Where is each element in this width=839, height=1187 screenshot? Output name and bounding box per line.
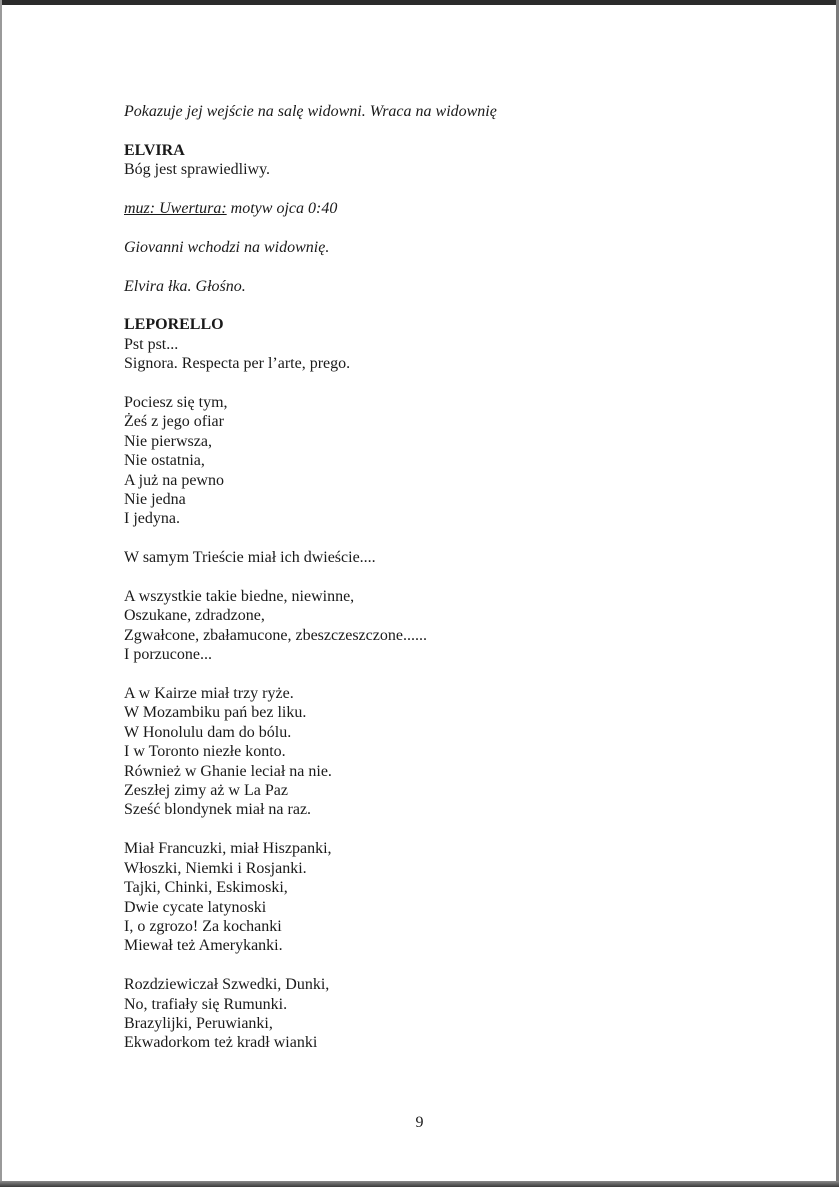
- verse-line: Zgwałcone, zbałamucone, zbeszczeszczone......: [124, 626, 427, 644]
- scan-frame-left: [0, 0, 2, 1187]
- scan-frame-top: [0, 0, 839, 5]
- script-page: [124, 102, 724, 1053]
- stage-direction: Pokazuje jej wejście na salę widowni. Wraca na widownię: [124, 103, 497, 120]
- verse-line: Miał Francuzki, miał Hiszpanki,: [124, 840, 332, 858]
- music-cue-label: muz: Uwertura:: [124, 200, 227, 217]
- verse-line: Nie jedna: [124, 491, 186, 509]
- speaker-name-elvira: ELVIRA: [124, 141, 185, 159]
- verse-line: I porzucone...: [124, 646, 212, 664]
- verse-line: Ekwadorkom też kradł wianki: [124, 1034, 318, 1052]
- verse-line: Żeś z jego ofiar: [124, 413, 224, 431]
- verse-line: No, trafiały się Rumunki.: [124, 995, 288, 1013]
- verse-line: Sześć blondynek miał na raz.: [124, 801, 312, 819]
- music-cue: [124, 199, 724, 218]
- verse-line: W Mozambiku pań bez liku.: [124, 704, 307, 722]
- scan-frame-bottom: [0, 1181, 839, 1187]
- verse-line: Pociesz się tym,: [124, 394, 228, 411]
- stage-direction: Elvira łka. Głośno.: [124, 277, 246, 295]
- verse-line: W Honolulu dam do bólu.: [124, 723, 292, 741]
- verse-line: A w Kairze miał trzy ryże.: [124, 685, 294, 703]
- verse-line: Brazylijki, Peruwianki,: [124, 1014, 273, 1032]
- verse-line: Włoszki, Niemki i Rosjanki.: [124, 859, 307, 877]
- dialogue-line: Signora. Respecta per l’arte, prego.: [124, 355, 351, 373]
- verse-line: Nie pierwsza,: [124, 432, 212, 450]
- verse-line: Tajki, Chinki, Eskimoski,: [124, 879, 288, 897]
- verse-line: Dwie cycate latynoski: [124, 898, 267, 916]
- verse-line: Również w Ghanie leciał na nie.: [124, 762, 332, 780]
- verse-line: A wszystkie takie biedne, niewinne,: [124, 588, 355, 606]
- page-number: 9: [415, 1114, 424, 1131]
- dialogue-line: Bóg jest sprawiedliwy.: [124, 161, 271, 179]
- verse-line: I w Toronto niezłe konto.: [124, 743, 286, 761]
- stage-direction: Giovanni wchodzi na widownię.: [124, 238, 330, 256]
- verse-line: A już na pewno: [124, 471, 224, 489]
- verse-line: I jedyna.: [124, 510, 180, 528]
- speaker-name-leporello: LEPORELLO: [124, 316, 224, 334]
- verse-line: Miewał też Amerykanki.: [124, 937, 283, 955]
- dialogue-line: Pst pst...: [124, 335, 179, 353]
- verse-line: Oszukane, zdradzone,: [124, 607, 265, 625]
- verse-line: I, o zgrozo! Za kochanki: [124, 917, 282, 935]
- verse-line: Zeszłej zimy aż w La Paz: [124, 782, 288, 800]
- verse-line: Nie ostatnia,: [124, 452, 205, 470]
- music-cue-text: motyw ojca 0:40: [226, 200, 338, 217]
- verse-line: W samym Trieście miał ich dwieście....: [124, 549, 376, 567]
- verse-line: Rozdziewiczał Szwedki, Dunki,: [124, 976, 330, 994]
